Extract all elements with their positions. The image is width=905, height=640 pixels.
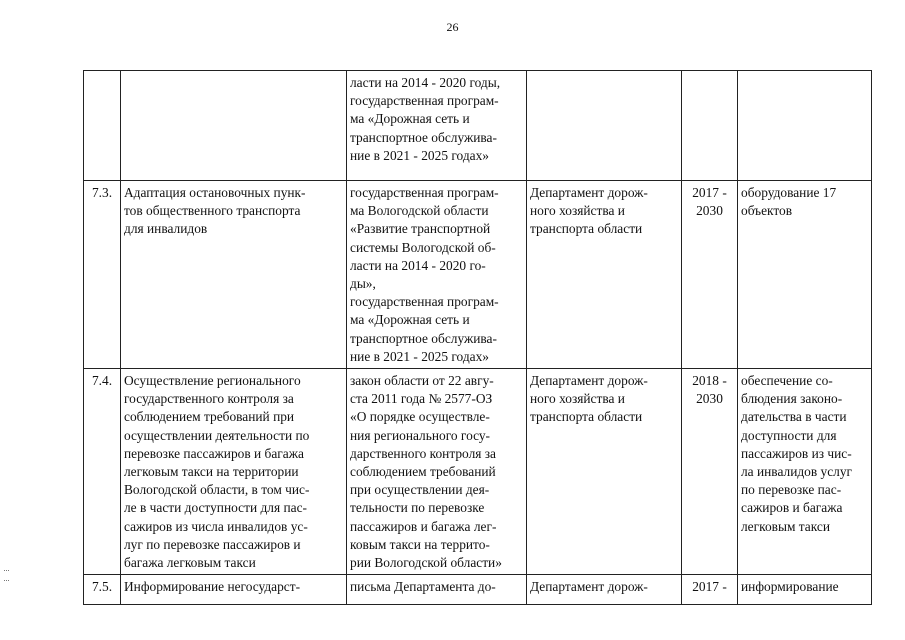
item-number-cell: 7.3. (84, 181, 121, 369)
legal-basis-cell: закон области от 22 авгу- ста 2011 года № 2577-ОЗ «О порядке осуществле- ния регионального госу- дарственного контроля за соблюдением требований при осуществлении дея- тельности по перевозке пассажиров и багажа лег- ковым такси на террито- рии Вологодской области» (347, 369, 527, 575)
measure-cell: Адаптация остановочных пунк- тов общественного транспорта для инвалидов (121, 181, 347, 369)
item-number-cell: 7.4. (84, 369, 121, 575)
legal-basis-cell: ласти на 2014 - 2020 годы, государственная програм- ма «Дорожная сеть и транспортное обслужива- ние в 2021 - 2025 годах» (347, 71, 527, 181)
measures-table (83, 70, 872, 605)
measure-cell (121, 71, 347, 181)
measure-cell: Осуществление регионального государственного контроля за соблюдением требований при осуществлении деятельности по перевозке пассажиров и багажа легковым такси на территории Вологодской области, в том чис- ле в части доступности для пас- сажиров из числа инвалидов ус- луг по перевозке пассажиров и багажа легковым такси (121, 369, 347, 575)
page-number: 26 (446, 20, 459, 34)
scan-margin-mark (4, 570, 9, 581)
table-row (84, 369, 872, 575)
table-row (84, 71, 872, 181)
executor-cell (527, 71, 682, 181)
measure-cell: Информирование негосударст- (121, 575, 347, 605)
table-row (84, 575, 872, 605)
period-cell (682, 71, 738, 181)
item-number-cell (84, 71, 121, 181)
period-cell: 2017 - (682, 575, 738, 605)
executor-cell: Департамент дорож- (527, 575, 682, 605)
result-cell (738, 71, 872, 181)
result-cell: информирование (738, 575, 872, 605)
table-row (84, 181, 872, 369)
executor-cell: Департамент дорож- ного хозяйства и транспорта области (527, 181, 682, 369)
result-cell: обеспечение со- блюдения законо- дательства в части доступности для пассажиров из чис- ла инвалидов услуг по перевозке пас- сажиров и багажа легковым такси (738, 369, 872, 575)
period-cell: 2018 - 2030 (682, 369, 738, 575)
period-cell: 2017 - 2030 (682, 181, 738, 369)
legal-basis-cell: государственная програм- ма Вологодской области «Развитие транспортной системы Вологодской об- ласти на 2014 - 2020 го- ды», государственная програм- ма «Дорожная сеть и транспортное обслужива- ние в 2021 - 2025 годах» (347, 181, 527, 369)
legal-basis-cell: письма Департамента до- (347, 575, 527, 605)
executor-cell: Департамент дорож- ного хозяйства и транспорта области (527, 369, 682, 575)
result-cell: оборудование 17 объектов (738, 181, 872, 369)
item-number-cell: 7.5. (84, 575, 121, 605)
